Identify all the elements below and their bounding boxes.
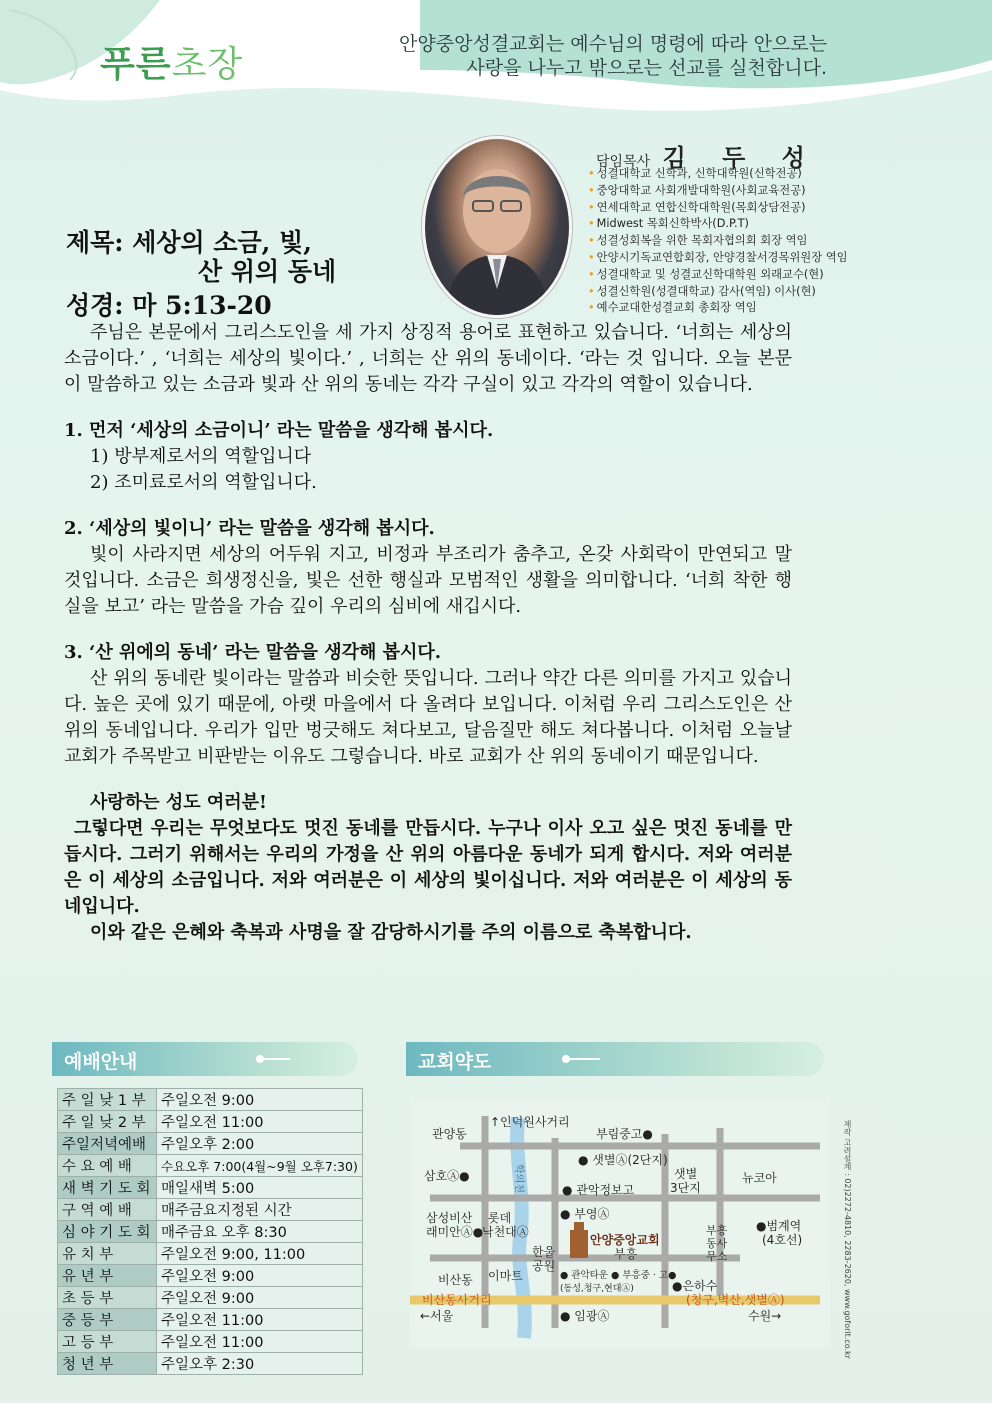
- sermon-point-1-2: 2) 조미료로서의 역할입니다.: [90, 472, 317, 493]
- credential-item: • 연세대학교 연합신학대학원(목회상담전공): [588, 200, 848, 217]
- map-label: ● 부영Ⓐ: [560, 1207, 610, 1221]
- map-label: ● 관악타운 ● 부흥중 · 고●: [560, 1270, 677, 1281]
- credential-item: • 예수교대한성결교회 총회장 역임: [588, 300, 848, 317]
- header-line-decoration: [566, 1058, 600, 1060]
- pastor-portrait-illustration: [425, 139, 569, 315]
- schedule-service: 주 일 낮 2 부: [58, 1111, 157, 1133]
- map-label: (청구,벽산,샛별Ⓐ): [686, 1293, 785, 1307]
- sermon-title-line-2: 산 위의 동네: [198, 257, 337, 286]
- credential-item: • 성결대학교 신학과, 신학대학원(신학전공): [588, 166, 848, 183]
- table-row: [58, 1287, 363, 1309]
- schedule-time: 주일오전 9:00: [157, 1265, 363, 1287]
- schedule-time: 주일오전 11:00: [157, 1111, 363, 1133]
- map-header-label: 교회약도: [418, 1051, 492, 1073]
- map-label: 이마트: [488, 1269, 523, 1283]
- map-label: 삼성비산: [426, 1211, 473, 1225]
- map-label: (4호선): [762, 1233, 803, 1247]
- map-label: 비산동: [438, 1273, 473, 1287]
- table-row: [58, 1221, 363, 1243]
- sermon-body: [64, 320, 792, 946]
- paragraph-gap: [64, 770, 792, 790]
- map-label: 삼호Ⓐ●: [424, 1169, 470, 1183]
- credential-item: • 성결대학교 및 성결교신학대학원 외래교수(현): [588, 267, 848, 284]
- schedule-service: 새 벽 기 도 회: [58, 1177, 157, 1199]
- credential-item: • Midwest 목회신학박사(D.P.T): [588, 216, 848, 233]
- map-label: 3단지: [670, 1181, 701, 1195]
- schedule-service: 주일저녁예배: [58, 1133, 157, 1155]
- map-label: 롯데: [488, 1211, 512, 1225]
- map-label: 부흥: [706, 1224, 728, 1237]
- header-line-decoration: [260, 1058, 290, 1060]
- schedule-service: 구 역 예 배: [58, 1199, 157, 1221]
- schedule-service: 청 년 부: [58, 1353, 157, 1375]
- map-label: 래미안Ⓐ●: [426, 1225, 484, 1239]
- church-motto: [399, 32, 827, 80]
- map-label: 부흥: [614, 1247, 638, 1261]
- credential-item: • 중앙대학교 사회개발대학원(사회교육전공): [588, 183, 848, 200]
- sermon-closing: 그렇다면 우리는 무엇보다도 멋진 동네를 만듭시다. 누구나 이사 오고 싶은 멋진 동네를 만듭시다. 그러기 위해서는 우리의 가정을 산 위의 아름다운 동네가 되게 합시다. 저와 여러분은 이 세상의 소금입니다. 저와 여러분은 이 세상의 빛이십니다. 저와 여러분은 이 세상의 동네입니다.: [64, 818, 792, 917]
- map-label: 무소: [706, 1250, 728, 1263]
- map-label: ●은하수: [672, 1279, 718, 1293]
- table-row: [58, 1177, 363, 1199]
- schedule-time: 주일오전 9:00: [157, 1089, 363, 1111]
- map-label: 수원→: [748, 1309, 782, 1323]
- schedule-service: 고 등 부: [58, 1331, 157, 1353]
- map-label: 낙천대Ⓐ: [482, 1225, 529, 1239]
- table-row: [58, 1243, 363, 1265]
- sermon-heading-3: 3. ‘산 위에의 동네’ 라는 말씀을 생각해 봅시다.: [64, 642, 442, 663]
- sermon-heading-1: 1. 먼저 ‘세상의 소금이니’ 라는 말씀을 생각해 봅시다.: [64, 420, 494, 441]
- map-label: 관양동: [432, 1127, 467, 1141]
- map-label: ↑인덕원사거리: [490, 1115, 570, 1129]
- sermon-scripture: 성경: 마 5:13-20: [66, 291, 272, 320]
- table-row: [58, 1331, 363, 1353]
- sermon-heading-2: 2. ‘세상의 빛이니’ 라는 말씀을 생각해 봅시다.: [64, 518, 435, 539]
- map-label: 샛별: [674, 1167, 698, 1181]
- logo-light-text: 초장: [171, 44, 244, 85]
- schedule-time: 매주금요 오후 8:30: [157, 1221, 363, 1243]
- map-label: 공원: [532, 1259, 556, 1273]
- schedule-service: 심 야 기 도 회: [58, 1221, 157, 1243]
- pastor-credentials: [588, 166, 848, 317]
- map-label: 뉴코아: [742, 1171, 777, 1185]
- schedule-time: 매주금요지정된 시간: [157, 1199, 363, 1221]
- table-row: [58, 1111, 363, 1133]
- worship-schedule-table: [57, 1088, 363, 1375]
- schedule-header: [52, 1042, 358, 1076]
- pastor-role: 담임목사: [596, 154, 651, 170]
- bulletin-logo: [100, 36, 243, 87]
- sermon-point-1-1: 1) 방부제로서의 역할입니다: [90, 446, 312, 467]
- sermon-paragraph-2: 빛이 사라지면 세상의 어두워 지고, 비정과 부조리가 춤추고, 온갖 사회락이 만연되고 말 것입니다. 소금은 희생정신을, 빛은 선한 행실과 모범적인 생활을 의미합니다. ‘너희 착한 행실을 보고’ 라는 말씀을 가슴 깊이 우리의 심비에 새깁시다.: [64, 544, 792, 617]
- table-row: [58, 1199, 363, 1221]
- sermon-title-line-1: 제목: 세상의 소금, 빛,: [66, 228, 312, 257]
- schedule-time: 주일오후 2:30: [157, 1353, 363, 1375]
- schedule-service: 수 요 예 배: [58, 1155, 157, 1177]
- schedule-service: 초 등 부: [58, 1287, 157, 1309]
- table-row: [58, 1309, 363, 1331]
- table-row: [58, 1265, 363, 1287]
- table-row: [58, 1353, 363, 1375]
- table-row: [58, 1133, 363, 1155]
- map-church-label: 안양중앙교회: [590, 1233, 660, 1247]
- schedule-service: 유 치 부: [58, 1243, 157, 1265]
- map-label: 동사: [706, 1237, 728, 1250]
- schedule-time: 주일오전 11:00: [157, 1331, 363, 1353]
- sermon-greeting: 사랑하는 성도 여러분!: [90, 792, 267, 813]
- schedule-service: 중 등 부: [58, 1309, 157, 1331]
- map-label: (동성,청구,현대Ⓐ): [560, 1284, 634, 1294]
- schedule-header-label: 예배안내: [64, 1051, 138, 1073]
- pastor-name: 김 두 성: [662, 143, 819, 172]
- table-row: [58, 1155, 363, 1177]
- publisher-note: 제작 고려설계 : 02)2272-4810, 2283-2620, www.goforit.co.kr: [843, 1120, 852, 1359]
- map-label: 부림중고●: [596, 1127, 653, 1141]
- credential-item: • 안양시기독교연합회장, 안양경찰서경목위원장 역임: [588, 250, 848, 267]
- schedule-service: 유 년 부: [58, 1265, 157, 1287]
- sermon-title: [66, 228, 336, 286]
- motto-line-2: 사랑을 나누고 밖으로는 선교를 실천합니다.: [466, 57, 827, 79]
- sermon-blessing: 이와 같은 은혜와 축복과 사명을 잘 감당하시기를 주의 이름으로 축복합니다.: [90, 922, 692, 943]
- church-location-map: [410, 1098, 830, 1348]
- schedule-time: 주일오전 9:00: [157, 1287, 363, 1309]
- map-label: ●범계역: [756, 1219, 802, 1233]
- schedule-service: 주 일 낮 1 부: [58, 1089, 157, 1111]
- schedule-time: 주일오후 2:00: [157, 1133, 363, 1155]
- map-label: 비산동사거리: [422, 1293, 492, 1307]
- map-label: ● 관악정보고: [562, 1183, 635, 1197]
- pastor-photo: [422, 136, 572, 318]
- sermon-intro: 주님은 본문에서 그리스도인을 세 가지 상징적 용어로 표현하고 있습니다. ‘너희는 세상의 소금이다.’ , ‘너희는 세상의 빛이다.’ , 너희는 산 위의 동네이다. ‘라는 것 입니다. 오늘 본문이 말씀하고 있는 소금과 빛과 산 위의 동네는 각각 구실이 있고 각각의 역할이 있습니다.: [64, 322, 792, 395]
- map-label: ←서울: [420, 1309, 454, 1323]
- sermon-paragraph-3: 산 위의 동네란 빛이라는 말씀과 비슷한 뜻입니다. 그러나 약간 다른 의미를 가지고 있습니다. 높은 곳에 있기 때문에, 아랫 마을에서 다 올려다 보입니다. 이처럼 우리 그리스도인은 산 위의 동네입니다. 우리가 입만 벙긋해도 쳐다보고, 달음질만 해도 쳐다봅니다. 이처럼 오늘날 교회가 주목받고 비판받는 이유도 그렇습니다. 바로 교회가 산 위의 동네이기 때문입니다.: [64, 668, 792, 767]
- credential-item: • 성결신학원(성결대학교) 감사(역임) 이사(현): [588, 284, 848, 301]
- map-header: [406, 1042, 824, 1076]
- logo-bold-text: 푸른: [100, 44, 172, 85]
- motto-line-1: 안양중앙성결교회는 예수님의 명령에 따라 안으로는: [399, 33, 827, 55]
- table-row: [58, 1089, 363, 1111]
- schedule-time: 주일오전 11:00: [157, 1309, 363, 1331]
- map-label: ● 임광Ⓐ: [560, 1309, 610, 1323]
- schedule-time: 매일새벽 5:00: [157, 1177, 363, 1199]
- schedule-time: 주일오전 9:00, 11:00: [157, 1243, 363, 1265]
- map-label: 한울: [532, 1245, 556, 1259]
- schedule-time: 수요오후 7:00(4월~9월 오후7:30): [157, 1155, 363, 1177]
- map-label: 학의천: [513, 1164, 524, 1193]
- map-label: ● 샛별Ⓐ(2단지): [578, 1153, 668, 1167]
- credential-item: • 성결성회복을 위한 목회자협의회 회장 역임: [588, 233, 848, 250]
